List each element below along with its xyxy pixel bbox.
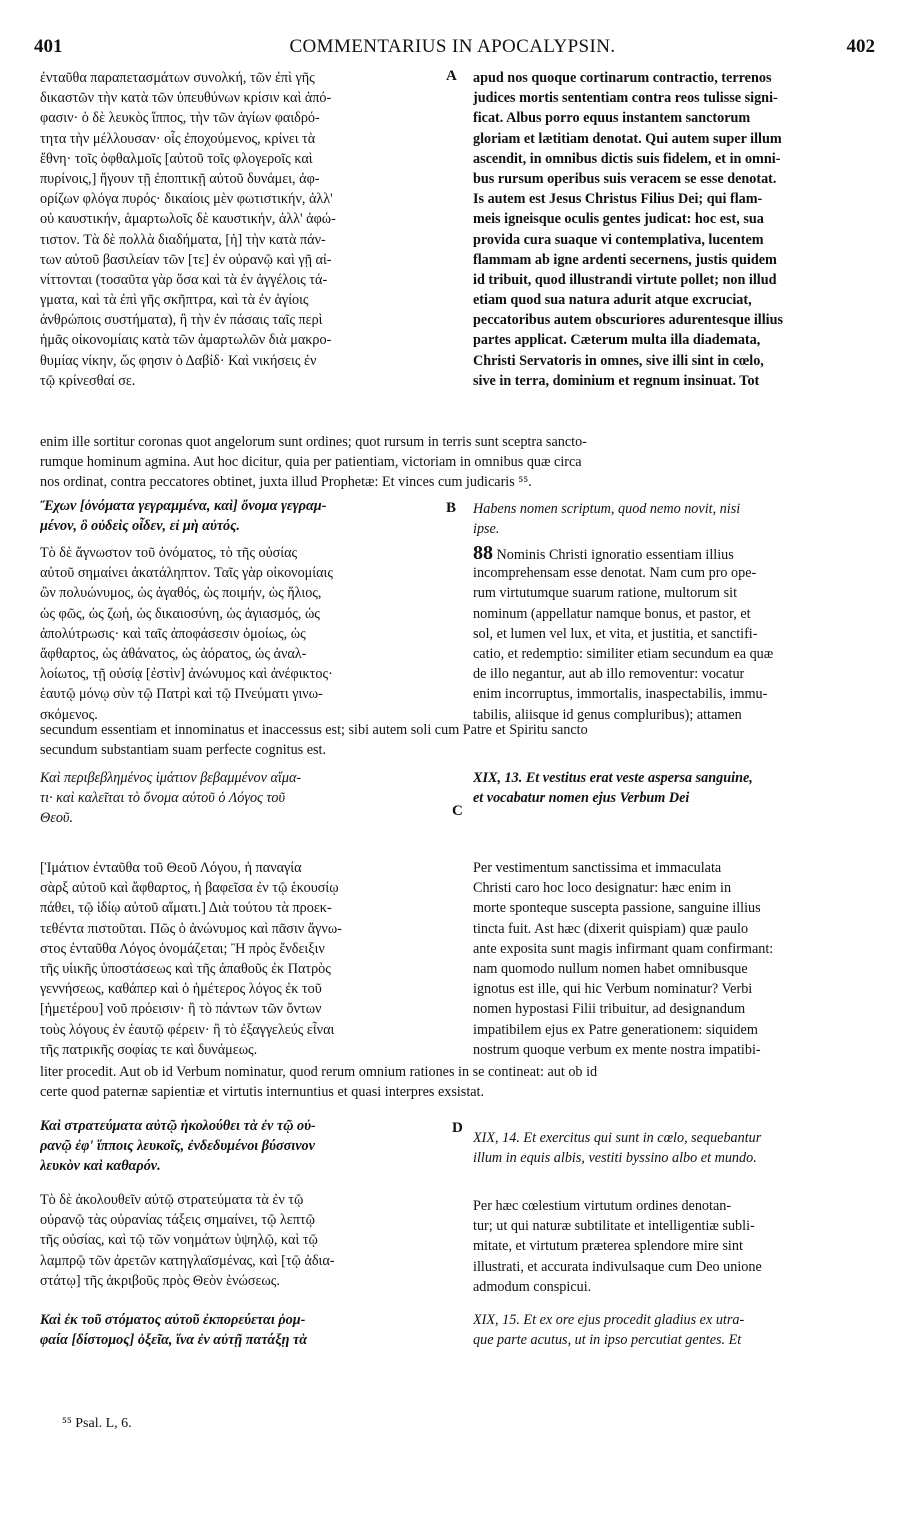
margin-marker-b: B — [446, 500, 457, 516]
text-line: morte sponteque suscepta passione, sanguine illius — [473, 900, 761, 917]
text-line: σκόμενος. — [40, 706, 98, 723]
text-line: tincta fuit. Ast hæc (dixerit quispiam) quæ paulo — [473, 920, 749, 937]
text-line: Καὶ περιβεβλημένος ἱμάτιον βεβαμμένον αἵμα- — [40, 770, 302, 786]
footnote: ⁵⁵ Psal. L, 6. — [62, 1416, 132, 1431]
text-line: tur; ut qui naturæ subtilitate et intelligentiæ subli- — [473, 1218, 755, 1235]
text-line: στάτῳ] τῆς ἀκριβοῦς πρὸς Θεὸν ἑνώσεως. — [40, 1272, 280, 1289]
text-line: Per vestimentum sanctissima et immaculata — [473, 860, 722, 876]
text-line: θυμίας νίκην, ὥς φησιν ὁ Δαβίδ· Καὶ νικήσεις ἐν — [40, 352, 317, 369]
text-line: nos ordinat, contra peccatores obtinet, juxta illud Prophetæ: Et vinces cum judicaris ⁵⁵. — [40, 474, 532, 491]
full-width-text-section-1 — [40, 432, 873, 493]
text-line: τῆς υἱικῆς ὑποστάσεως καὶ τῆς ἀπαθοῦς ἐκ Πατρὸς — [40, 960, 331, 977]
text-line: ορίζων φλόγα πυρός· δικαίοις μὲν φωτιστικήν, ἀλλ' — [40, 191, 333, 208]
text-line: Καὶ ἐκ τοῦ στόματος αὐτοῦ ἐκπορεύεται ῥομ- — [40, 1312, 306, 1328]
text-line: ἐνταῦθα παραπετασμάτων συνολκή, τῶν ἐπὶ γῆς — [40, 70, 315, 86]
text-line: catio, et redemptio: similiter etiam secundum ea quæ — [473, 645, 774, 662]
text-line: rumque hominum agmina. Aut hoc dicitur, quia per patientiam, victoriam in omnibus quæ circa — [40, 454, 582, 471]
full-width-text-section-3 — [40, 1062, 873, 1102]
margin-marker-d: D — [452, 1120, 463, 1136]
greek-verse-heading-5 — [40, 1310, 460, 1350]
text-line: gloriam et lætitiam denotat. Qui autem super illum — [473, 130, 782, 147]
text-line: γματα, καὶ τὰ ἐπὶ γῆς σκῆπτρα, καὶ τὰ ἐν ἁγίοις — [40, 292, 309, 309]
text-line: τεθέντα πιστοῦται. Πῶς ὁ ἀνώνυμος καὶ πᾶσιν ἄγνω- — [40, 920, 342, 937]
text-line: ὡς φῶς, ὡς ζωή, ὡς δικαιοσύνη, ὡς ἁγιασμός, ὡς — [40, 605, 320, 622]
text-line: que parte acutus, ut in ipso percutiat gentes. Et — [473, 1332, 742, 1349]
text-line: Is autem est Jesus Christus Filius Dei; qui flam- — [473, 191, 763, 208]
text-line: sol, et lumen vel lux, et vita, et justitia, et sanctifi- — [473, 625, 758, 642]
margin-marker-a: A — [446, 68, 457, 84]
text-line: peccatoribus autem obscuriores adurentesque illius — [473, 312, 784, 329]
text-line: id tribuit, quod illustrandi virtute pollet; non illud — [473, 271, 777, 288]
right-page-number: 402 — [846, 36, 875, 57]
text-line: incomprehensam esse denotat. Nam cum pro ope- — [473, 565, 757, 582]
text-line: Ἔχων [ὀνόματα γεγραμμένα, καὶ] ὄνομα γεγραμ- — [40, 498, 327, 514]
text-line: [Ἱμάτιον ἐνταῦθα τοῦ Θεοῦ Λόγου, ἡ παναγία — [40, 860, 302, 876]
text-line: enim incorruptus, immortalis, inaspectabilis, immu- — [473, 686, 768, 703]
greek-column-section-3 — [40, 858, 460, 1060]
text-line: τιστον. Τὰ δὲ πολλὰ διαδήματα, [ἡ] τὴν κατὰ πάν- — [40, 231, 326, 248]
text-line: partes applicat. Cæterum multa illa diademata, — [473, 332, 761, 349]
greek-column-section-1 — [40, 68, 460, 391]
text-line: οὐ καυστικήν, ἁμαρτωλοῖς δὲ καυστικήν, ἀλλ' ἀφώ- — [40, 211, 336, 228]
text-line: nomen hypostasi Filii tribuitur, ad designandum — [473, 1001, 746, 1018]
text-line: bus rursum operibus suis veracem se esse denotat. — [473, 170, 777, 187]
text-line: illustrati, et accurata indivulsaque cum Deo unione — [473, 1258, 762, 1275]
text-line: γεννήσεως, καθάπερ καὶ ὁ ἡμέτερος λόγος ἐκ τοῦ — [40, 981, 322, 998]
text-line: liter procedit. Aut ob id Verbum nominatur, quod rerum omnium rationes in se contineat: aut ob id — [40, 1064, 598, 1080]
text-line: τητα τὴν μέλλουσαν· οἷς ἐποχούμενος, κρίνει τὰ — [40, 130, 316, 147]
text-line: φαία [δίστομος] ὀξεῖα, ἵνα ἐν αὐτῇ πατάξῃ τὰ — [40, 1332, 308, 1349]
latin-column-section-3 — [473, 858, 873, 1060]
text-line: ἀνθρώποις συστήματα), ἢ τὴν ἐν πάσαις ταῖς περὶ — [40, 312, 323, 329]
text-line: impatibilem ejus ex Patre generationem: siquidem — [473, 1021, 758, 1038]
text-line: secundum substantiam suam perfecte cognitus est. — [40, 742, 327, 759]
text-line: ipse. — [473, 521, 500, 538]
text-line: [ἡμετέρου] νοῦ πρόεισιν· ἢ τὸ πάντων τῶν ὄντων — [40, 1001, 322, 1018]
text-line: Τὸ δὲ ἄγνωστον τοῦ ὀνόματος, τὸ τῆς οὐσίας — [40, 545, 298, 561]
section-number: 88 — [473, 543, 493, 564]
text-line: Καὶ στρατεύματα αὐτῷ ἠκολούθει τὰ ἐν τῷ οὐ- — [40, 1118, 316, 1134]
text-line: πυρίνοις,] ἤγουν τῇ ἐποπτικῇ αὐτοῦ δυνάμει, ἀφ- — [40, 170, 320, 187]
text-line: των αὐτοῦ βασιλείαν τῶν [τε] ἐν οὐρανῷ καὶ γῇ αἰ- — [40, 251, 332, 268]
text-line: enim ille sortitur coronas quot angelorum sunt ordines; quot rursum in terris sunt sceptra sancto- — [40, 434, 587, 450]
running-title: COMMENTARIUS IN APOCALYPSIN. — [289, 36, 616, 57]
text-line: admodum conspicui. — [473, 1278, 592, 1295]
latin-verse-heading-2 — [473, 499, 873, 539]
left-page-number: 401 — [34, 36, 63, 57]
text-line: νίττονται (τοσαῦτα γὰρ ὅσα καὶ τὰ ἐν ἀγγέλοις τά- — [40, 271, 328, 288]
margin-marker-c: C — [452, 803, 463, 819]
latin-column-section-1 — [473, 68, 873, 391]
text-line: Habens nomen scriptum, quod nemo novit, nisi — [473, 501, 741, 517]
text-line: ἔθνη· τοῖς ὀφθαλμοῖς [αὐτοῦ τοῖς φλογεροῖς καὶ — [40, 150, 313, 167]
text-line: Θεοῦ. — [40, 810, 73, 827]
text-line: et vocabatur nomen ejus Verbum Dei — [473, 790, 690, 807]
text-line: meis igneisque oculis gentes judicat: hoc est, sua — [473, 211, 764, 228]
text-line: Nominis Christi ignoratio essentiam illius — [496, 547, 734, 563]
text-line: Τὸ δὲ ἀκολουθεῖν αὐτῷ στρατεύματα τὰ ἐν τῷ — [40, 1192, 304, 1208]
text-line: λοίωτος, τῇ οὐσίᾳ [ἐστὶν] ἀνώνυμος καὶ ἀνέφικτος· — [40, 666, 333, 683]
latin-verse-heading-3 — [473, 768, 873, 808]
greek-verse-heading-2 — [40, 496, 460, 536]
text-line: nam quomodo nullum nomen habet omnibusque — [473, 960, 748, 977]
greek-column-section-2 — [40, 543, 460, 725]
text-line: σὰρξ αὐτοῦ καὶ ἄφθαρτος, ἡ βαφεῖσα ἐν τῷ ἑκουσίῳ — [40, 880, 339, 897]
text-line: provida cura suaque vi contemplativa, lucentem — [473, 231, 764, 248]
text-line: illum in equis albis, vestiti byssino albo et mundo. — [473, 1150, 757, 1167]
text-line: ignotus est ille, qui hic Verbum nominatur? Verbi — [473, 981, 753, 998]
text-line: οὐρανῷ τὰς οὐρανίας τάξεις σημαίνει, τῷ λεπτῷ — [40, 1212, 315, 1229]
text-line: XIX, 13. Et vestitus erat veste aspersa sanguine, — [473, 770, 753, 786]
greek-column-section-4 — [40, 1190, 460, 1291]
text-line: apud nos quoque cortinarum contractio, terrenos — [473, 70, 772, 86]
text-line: τῆς οὐσίας, καὶ τῷ τῶν νοημάτων ὑψηλῷ, καὶ τῷ — [40, 1232, 318, 1249]
text-line: secundum essentiam et innominatus et inaccessus est; sibi autem soli cum Patre et Spiritu sancto — [40, 722, 588, 738]
text-line: ὢν πολυώνυμος, ὡς ἀγαθός, ὡς ποιμήν, ὡς ἥλιος, — [40, 585, 322, 602]
text-line: tabilis, aliisque id genus compluribus); attamen — [473, 706, 742, 723]
latin-verse-heading-4 — [473, 1128, 873, 1168]
text-line: ascendit, in omnibus dictis suis fidelem, et in omni- — [473, 150, 781, 167]
text-line: πάθει, τῷ ἰδίῳ αὐτοῦ αἵματι.] Διὰ τούτου τὰ προεκ- — [40, 900, 332, 917]
latin-column-section-2 — [473, 543, 873, 725]
text-line: λευκὸν καὶ καθαρόν. — [40, 1158, 161, 1175]
text-line: ἡμᾶς οἰκονομίαις κατὰ τῶν ἁμαρτωλῶν διὰ μακρο- — [40, 332, 332, 349]
text-line: de illo negantur, aut ab illo removentur: vocatur — [473, 666, 745, 683]
text-line: ante exposita sunt magis infirmant quam confirmant: — [473, 940, 774, 957]
text-line: μένον, ὃ οὐδεὶς οἶδεν, εἰ μὴ αὐτός. — [40, 518, 240, 535]
text-line: ficat. Albus porro equus instantem sanctorum — [473, 110, 751, 127]
text-line: judices mortis sententiam contra reos tulisse signi- — [473, 90, 778, 107]
text-line: τι· καὶ καλεῖται τὸ ὄνομα αὐτοῦ ὁ Λόγος τοῦ — [40, 790, 286, 807]
text-line: δικαστῶν τὴν κατὰ τῶν ὑπευθύνων κρίσιν καὶ ἀπό- — [40, 90, 332, 107]
latin-column-section-4 — [473, 1196, 873, 1297]
text-line: λαμπρῷ τῶν ἀρετῶν κατηγλαϊσμένας, καὶ [τῷ ἀδια- — [40, 1252, 335, 1269]
text-line: τῆς πατρικῆς σοφίας τε καὶ δυνάμεως. — [40, 1041, 258, 1058]
text-line: nominum (appellatur namque bonus, et pastor, et — [473, 605, 751, 622]
text-line: etiam quod sua natura adurit atque excruciat, — [473, 292, 752, 309]
text-line: mitate, et virtutum præterea splendore mire sint — [473, 1238, 743, 1255]
text-line: στος ἐνταῦθα Λόγος ὀνομάζεται; Ἢ πρὸς ἔνδειξιν — [40, 940, 325, 957]
text-line: XIX, 15. Et ex ore ejus procedit gladius ex utra- — [473, 1312, 745, 1328]
text-line: Christi Servatoris in omnes, sive illi sint in cœlo, — [473, 352, 764, 369]
text-line: sive in terra, dominium et regnum insinuat. Tot — [473, 372, 760, 389]
text-line: Christi caro hoc loco designatur: hæc enim in — [473, 880, 732, 897]
text-line: nostrum quoque verbum ex mente nostra impatibi- — [473, 1041, 761, 1058]
text-line: ἄφθαρτος, ὡς ἀθάνατος, ὡς ἀόρατος, ὡς ἀναλ- — [40, 645, 307, 662]
text-line: flammam ab igne ardenti secernens, justis quidem — [473, 251, 777, 268]
text-line: ρανῷ ἐφ' ἵπποις λευκοῖς, ἐνδεδυμένοι βύσσινον — [40, 1138, 315, 1155]
latin-verse-heading-5 — [473, 1310, 873, 1350]
text-line: rum virtutumque suarum ratione, multorum sit — [473, 585, 738, 602]
text-line: τοὺς λόγους ἐν ἑαυτῷ φέρειν· ἢ τὸ ἐξαγγελεύς εἶναι — [40, 1021, 335, 1038]
text-line: ἀπολύτρωσις· καὶ ταῖς ἀποφάσεσιν ὁμοίως, ὡς — [40, 625, 306, 642]
text-line: XIX, 14. Et exercitus qui sunt in cœlo, sequebantur — [473, 1130, 762, 1146]
text-line: ἑαυτῷ μόνῳ σὺν τῷ Πατρὶ καὶ τῷ Πνεύματι γινω- — [40, 686, 323, 703]
greek-verse-heading-3 — [40, 768, 460, 829]
text-line: certe quod paternæ sapientiæ et virtutis internuntius et quasi interpres exsistat. — [40, 1084, 485, 1101]
text-line: φασιν· ὁ δὲ λευκὸς ἵππος, τὴν τῶν ἁγίων φαιδρό- — [40, 110, 320, 127]
text-line: Per hæc cœlestium virtutum ordines denotan- — [473, 1198, 732, 1214]
full-width-text-section-2 — [40, 720, 873, 760]
greek-verse-heading-4 — [40, 1116, 460, 1177]
text-line: αὐτοῦ σημαίνει ἀκατάληπτον. Ταῖς γὰρ οἰκονομίαις — [40, 565, 333, 582]
text-line: τῷ κρίνεσθαί σε. — [40, 372, 136, 389]
